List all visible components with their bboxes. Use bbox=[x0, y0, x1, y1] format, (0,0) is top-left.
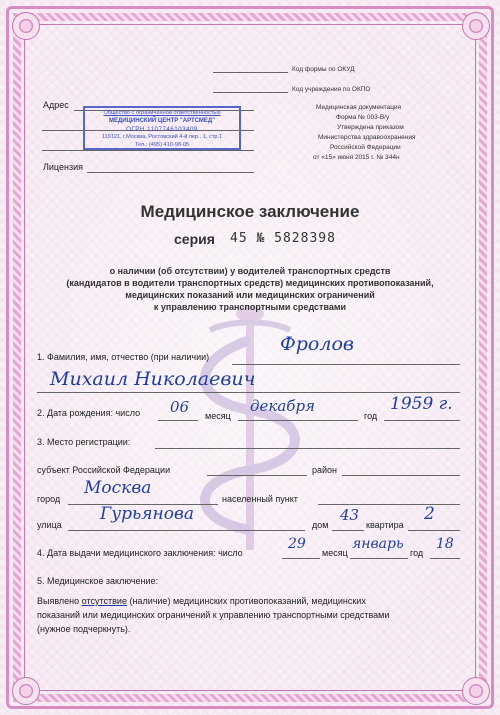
form-info-line: Российской Федерации bbox=[330, 144, 401, 151]
issue-day-value: 29 bbox=[288, 536, 306, 552]
stamp-line: МЕДИЦИНСКИЙ ЦЕНТР "АРТСМЕД" bbox=[108, 118, 216, 124]
address-label: Адрес bbox=[43, 100, 69, 110]
series-number: 45 № 5828398 bbox=[230, 231, 336, 246]
dob-year-line bbox=[384, 420, 460, 421]
form-info-line: Министерства здравоохранения bbox=[318, 134, 416, 141]
corner-ornament bbox=[12, 12, 40, 40]
dob-month-label: месяц bbox=[205, 411, 231, 421]
issue-day-line bbox=[282, 558, 320, 559]
given-names-value: Михаил Николаевич bbox=[50, 368, 256, 390]
issue-month-label: месяц bbox=[322, 548, 348, 558]
subtitle-line: к управлению транспортными средствами bbox=[153, 302, 347, 312]
organization-stamp bbox=[83, 106, 241, 150]
stamp-line: 119121, г.Москва, Ростовский 4-й пер., 1, стр.1 bbox=[101, 134, 223, 140]
corner-ornament bbox=[462, 12, 490, 40]
form-info-line: Форма № 003-В/у bbox=[336, 114, 390, 121]
conclusion-prefix: Выявлено bbox=[37, 596, 80, 606]
district-line bbox=[342, 475, 460, 476]
series-label: серия bbox=[174, 231, 215, 247]
okud-label: Код формы по ОКУД bbox=[292, 66, 355, 73]
subject-line bbox=[207, 475, 307, 476]
district-label: район bbox=[312, 465, 338, 475]
form-info-line: Утверждена приказом bbox=[337, 124, 404, 131]
stamp-line: Тел.: (495) 410-98-05 bbox=[134, 142, 190, 148]
document-title: Медицинское заключение bbox=[140, 202, 360, 221]
surname-value: Фролов bbox=[280, 333, 354, 355]
stamp-line: ОГРН 1107746103409 bbox=[126, 126, 198, 133]
subject-label: субъект Российской Федерации bbox=[37, 465, 171, 475]
conclusion-line-2: показаний или медицинских ограничений к управлению транспортными средствами bbox=[37, 610, 390, 620]
apartment-label: квартира bbox=[366, 520, 404, 530]
house-label: дом bbox=[312, 520, 329, 530]
dob-month-value: декабря bbox=[250, 397, 315, 415]
okud-line bbox=[213, 72, 288, 73]
license-line bbox=[87, 172, 254, 173]
conclusion-label: 5. Медицинское заключение: bbox=[37, 576, 159, 586]
house-value: 43 bbox=[340, 506, 360, 524]
issue-year-line bbox=[430, 558, 460, 559]
issue-year-label: год bbox=[410, 548, 424, 558]
apartment-line bbox=[408, 530, 460, 531]
issue-date-label: 4. Дата выдачи медицинского заключения: число bbox=[37, 548, 243, 558]
dob-month-line bbox=[238, 420, 358, 421]
address-line-3 bbox=[42, 150, 254, 151]
conclusion-suffix: (наличие) медицинских противопоказаний, медицинских bbox=[126, 596, 366, 606]
street-line bbox=[68, 530, 305, 531]
dob-year-value: 1959 г. bbox=[390, 394, 453, 414]
settlement-line bbox=[318, 504, 460, 505]
dob-day-value: 06 bbox=[170, 398, 190, 416]
corner-ornament bbox=[462, 677, 490, 705]
city-label: город bbox=[37, 494, 61, 504]
okpo-label: Код учреждения по ОКПО bbox=[292, 86, 371, 93]
apartment-value: 2 bbox=[424, 504, 435, 524]
form-info-line: от «15» июня 2015 г. № 344н bbox=[313, 154, 400, 161]
issue-month-value: январь bbox=[352, 536, 404, 552]
settlement-label: населенный пункт bbox=[222, 494, 298, 504]
conclusion-line-1 bbox=[37, 596, 366, 606]
registration-label: 3. Место регистрации: bbox=[37, 437, 131, 447]
form-info-line: Медицинская документация bbox=[316, 104, 402, 111]
conclusion-selected-option: отсутствие bbox=[81, 596, 127, 606]
dob-year-label: год bbox=[364, 411, 378, 421]
subtitle-line: о наличии (об отсутствии) у водителей транспортных средств bbox=[109, 266, 391, 276]
name-line bbox=[232, 364, 460, 365]
name-label: 1. Фамилия, имя, отчество (при наличии) bbox=[37, 352, 210, 362]
subtitle-line: медицинских показаний или медицинских ограничений bbox=[125, 290, 375, 300]
conclusion-line-3: (нужное подчеркнуть). bbox=[37, 624, 131, 634]
city-value: Москва bbox=[84, 478, 152, 498]
name-line-2 bbox=[37, 392, 460, 393]
registration-line bbox=[155, 448, 460, 449]
okpo-line bbox=[213, 92, 288, 93]
license-label: Лицензия bbox=[43, 162, 83, 172]
subtitle-line: (кандидатов в водители транспортных средств) медицинских противопоказаний, bbox=[66, 278, 434, 288]
issue-year-value: 18 bbox=[436, 536, 454, 552]
corner-ornament bbox=[12, 677, 40, 705]
issue-month-line bbox=[350, 558, 408, 559]
dob-day-line bbox=[158, 420, 198, 421]
stamp-line: Общество с ограниченной ответственностью bbox=[103, 110, 221, 116]
street-value: Гурьянова bbox=[100, 504, 194, 524]
house-line bbox=[332, 530, 364, 531]
street-label: улица bbox=[37, 520, 62, 530]
dob-label: 2. Дата рождения: число bbox=[37, 408, 141, 418]
